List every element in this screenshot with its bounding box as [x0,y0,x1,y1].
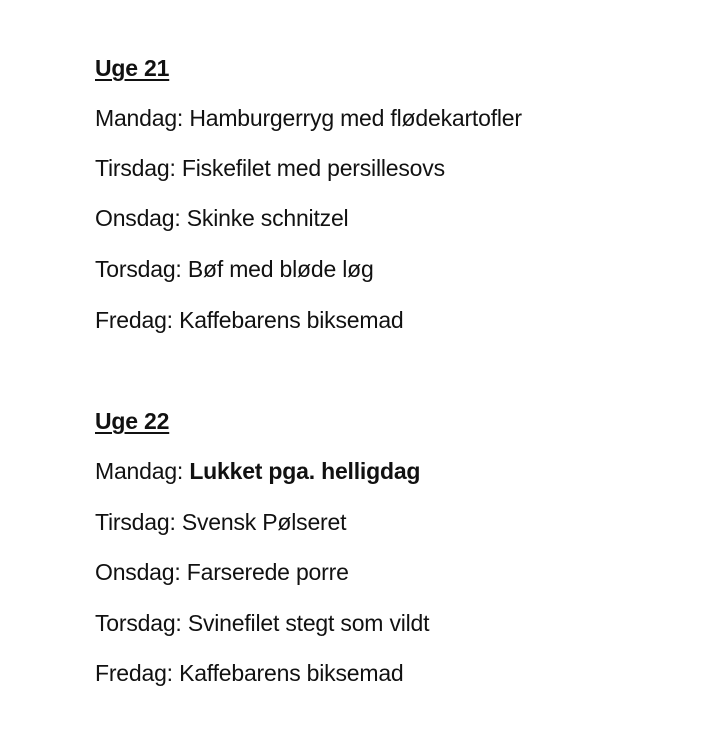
dish-text: Svinefilet stegt som vildt [187,610,430,636]
dish-text: Bøf med bløde løg [187,256,374,282]
dish-text: Hamburgerryg med flødekartofler [189,105,522,131]
menu-line [95,306,404,334]
day-label: Torsdag: [95,256,182,282]
menu-line [95,204,348,232]
menu-line [95,508,346,536]
day-label: Torsdag: [95,610,182,636]
day-label: Onsdag: [95,205,181,231]
day-label: Onsdag: [95,559,181,585]
menu-line [95,154,445,182]
dish-text: Kaffebarens biksemad [179,660,404,686]
dish-text: Fiskefilet med persillesovs [181,155,445,181]
menu-line [95,104,522,132]
closed-notice: Lukket pga. helligdag [189,458,421,484]
week-heading: Uge 21 [95,55,170,81]
day-label: Tirsdag: [95,155,176,181]
day-label: Fredag: [95,660,173,686]
menu-line [95,457,420,485]
menu-line [95,558,349,586]
dish-text: Kaffebarens biksemad [179,307,404,333]
day-label: Mandag: [95,105,184,131]
week-heading: Uge 22 [95,408,170,434]
day-label: Mandag: [95,458,184,484]
dish-text: Svensk Pølseret [181,509,347,535]
day-label: Tirsdag: [95,509,176,535]
menu-line [95,659,404,687]
menu-line [95,609,429,637]
dish-text: Skinke schnitzel [186,205,349,231]
day-label: Fredag: [95,307,173,333]
dish-text: Farserede porre [186,559,349,585]
menu-line [95,255,374,283]
